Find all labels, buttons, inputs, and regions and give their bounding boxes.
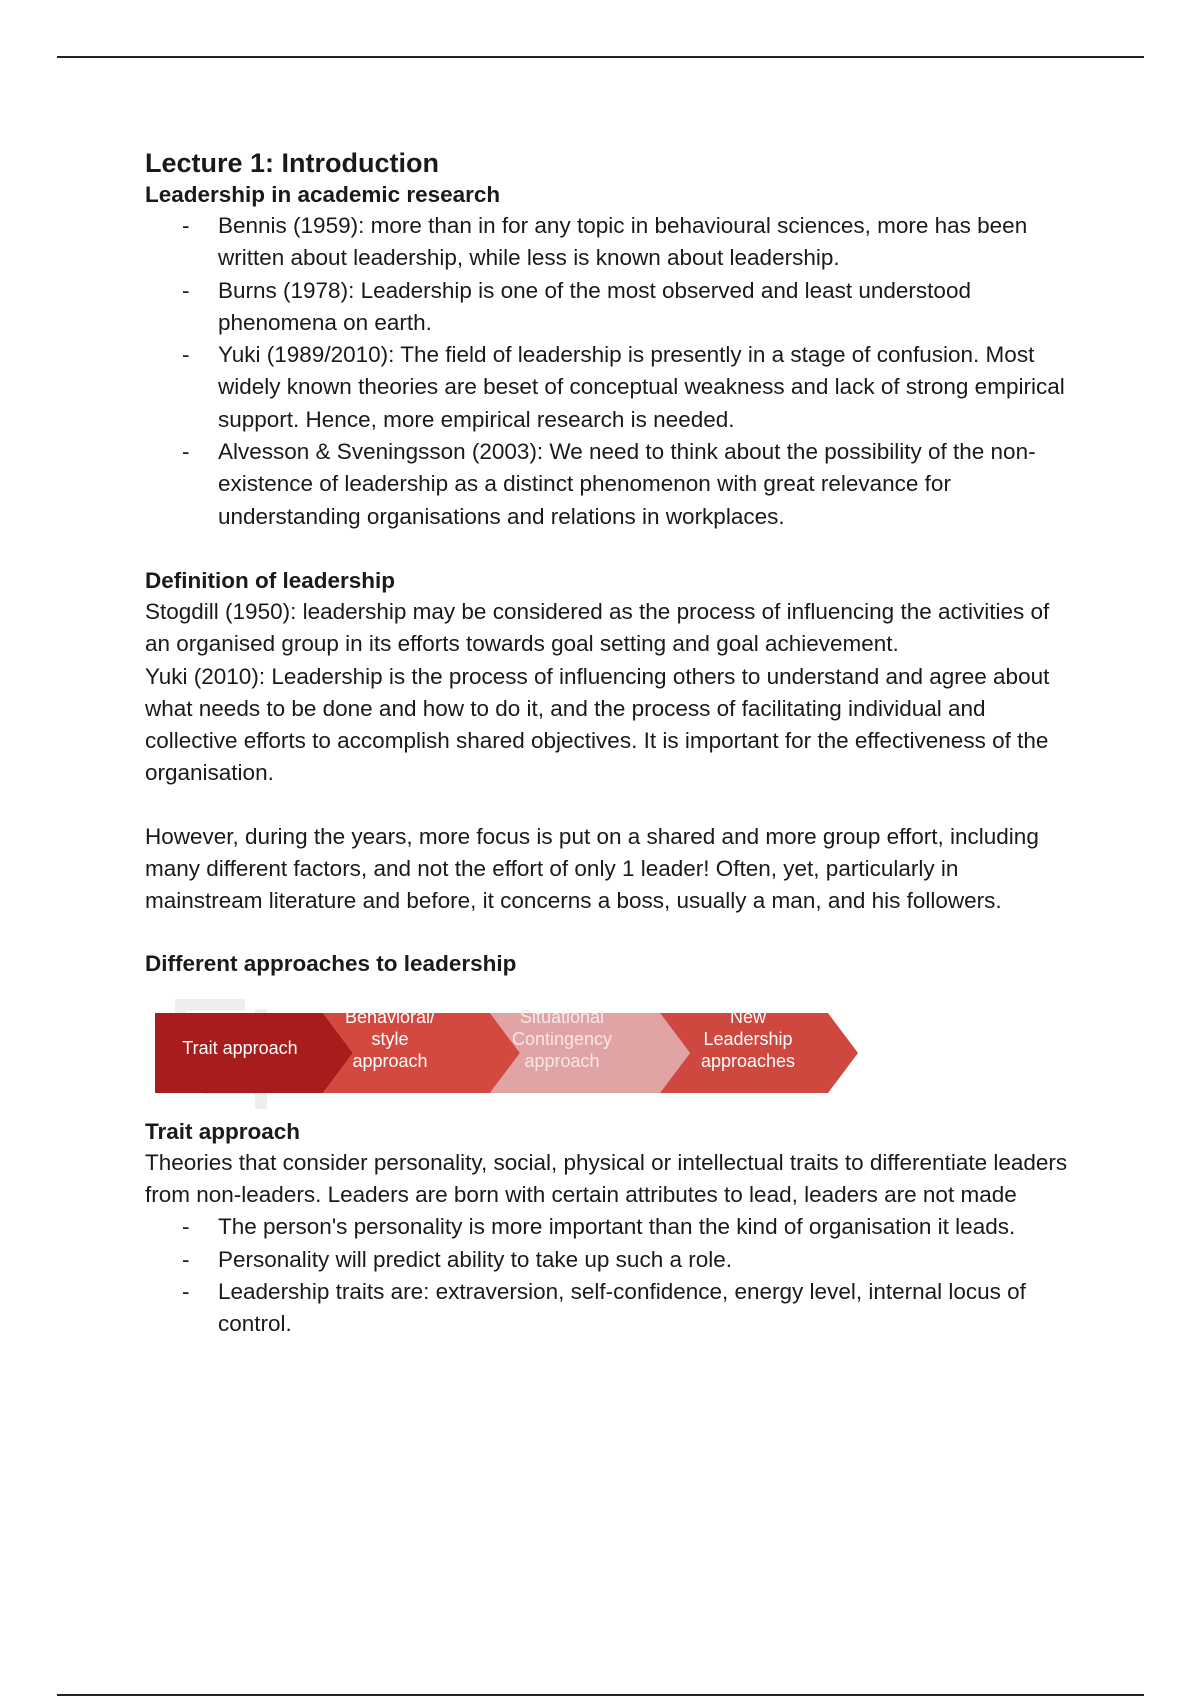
step-label: Behavioral/ (344, 1006, 436, 1027)
bullet-dash: - (182, 342, 190, 368)
definition-however: However, during the years, more focus is put on a shared and more group effort, including many different factors, and not the effort of only 1 leader! Often, yet, particularly in mainstream literature and before, it concerns a boss, usually a man, and his followers. (145, 823, 1039, 914)
step-label: approach (524, 1050, 600, 1071)
step-label: Leadership (703, 1028, 793, 1049)
step-label: Contingency (511, 1028, 613, 1049)
list-item (145, 339, 1075, 436)
list-item (145, 1211, 1075, 1243)
bullet-dash: - (182, 1246, 190, 1272)
step-situational (503, 1006, 621, 1072)
step-new-leadership (693, 1006, 803, 1072)
bullet-dash: - (182, 1214, 190, 1240)
page-title: Lecture 1: Introduction (145, 148, 440, 178)
step-label: approaches (700, 1050, 796, 1071)
step-label: approach (352, 1050, 428, 1071)
trait-approach-text: Theories that consider personality, social, physical or intellectual traits to differentiate leaders from non-leaders. Leaders are born with certain attributes to lead, leaders are not made (145, 1149, 1068, 1207)
bottom-rule (57, 1694, 1144, 1696)
step-behavioral (335, 1006, 445, 1072)
list-item (145, 436, 1075, 533)
definition-stogdill: Stogdill (1950): leadership may be considered as the process of influencing the activities of an organised group in its efforts towards goal setting and goal achievement. (145, 598, 1050, 657)
list-item (145, 1244, 1075, 1276)
list-item (145, 275, 1075, 340)
step-label: Trait approach (182, 1037, 298, 1058)
heading-approaches: Different approaches to leadership (145, 950, 517, 976)
heading-definition: Definition of leadership (145, 567, 396, 593)
list-item-text: Leadership traits are: extraversion, self-confidence, energy level, internal locus of control. (218, 1278, 1026, 1337)
approaches-diagram (145, 989, 905, 1117)
list-item-text: Bennis (1959): more than in for any topic in behavioural sciences, more has been written about leadership, while less is known about leadership. (218, 213, 1028, 271)
step-trait (155, 1037, 325, 1059)
academic-research-list (145, 210, 1075, 533)
list-item-text: Personality will predict ability to take up such a role. (218, 1246, 732, 1272)
heading-academic-research: Leadership in academic research (145, 182, 501, 207)
list-item-text: Alvesson & Sveningsson (2003): We need to think about the possibility of the non-existence of leadership as a distinct phenomenon with great relevance for understanding organisations and relations in workplaces. (218, 439, 1036, 529)
top-rule (57, 56, 1144, 58)
step-label: Situational (519, 1006, 605, 1027)
list-item (145, 1276, 1075, 1341)
step-label: New (729, 1006, 766, 1027)
step-label: style (371, 1028, 409, 1049)
list-item-text: Burns (1978): Leadership is one of the most observed and least understood phenomena on earth. (218, 277, 971, 335)
list-item-text: The person's personality is more important than the kind of organisation it leads. (218, 1214, 1016, 1240)
definition-yuki: Yuki (2010): Leadership is the process of influencing others to understand and agree about what needs to be done and how to do it, and the process of facilitating individual and collective efforts to accomplish shared objectives. It is important for the effectiveness of the organisation. (145, 663, 1050, 786)
bullet-dash: - (182, 439, 190, 465)
bullet-dash: - (182, 1278, 190, 1304)
document-body (145, 146, 1075, 1340)
bullet-dash: - (182, 277, 190, 303)
list-item (145, 210, 1075, 275)
list-item-text: Yuki (1989/2010): The field of leadership is presently in a stage of confusion. Most widely known theories are beset of conceptual weakness and lack of strong empirical support. Hence, more empirical research is needed. (218, 342, 1065, 432)
bullet-dash: - (182, 213, 190, 238)
trait-approach-list (145, 1211, 1075, 1340)
heading-trait-approach: Trait approach (145, 1118, 301, 1144)
